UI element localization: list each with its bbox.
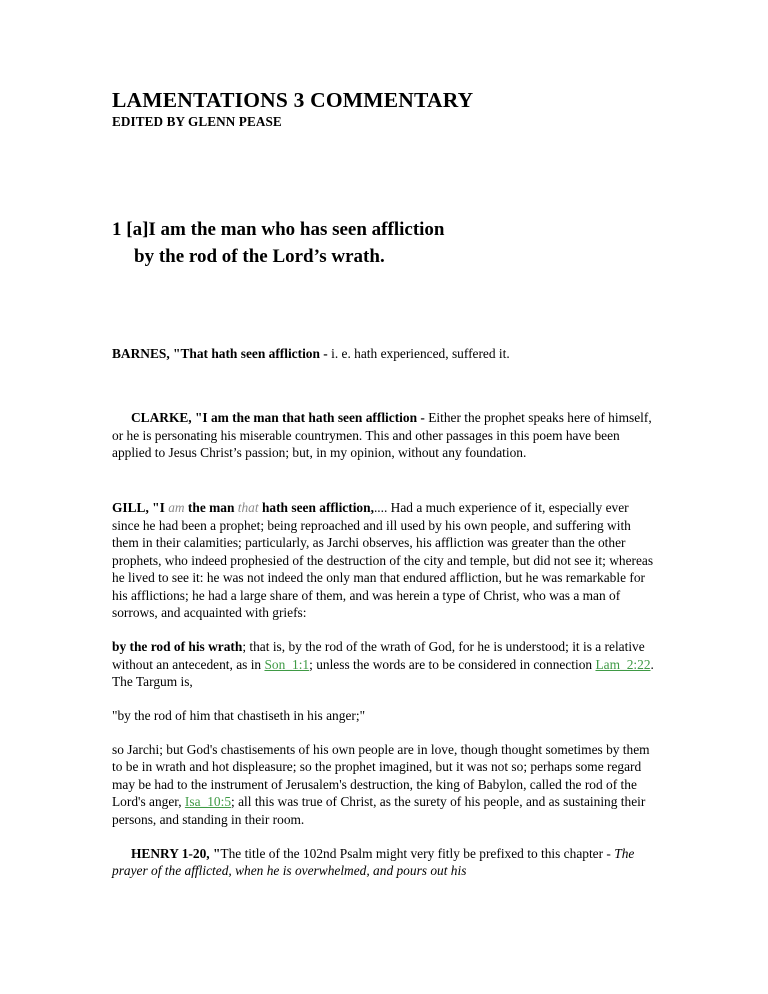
gill-lead-italic-that: that — [237, 500, 259, 516]
gill-continued-segment-3: . The Targum is, — [112, 656, 654, 689]
scripture-link-lam-2-22[interactable]: Lam_2:22 — [595, 656, 651, 672]
scripture-link-isa-10-5[interactable]: Isa_10:5 — [184, 794, 232, 810]
barnes-author-label: BARNES, " — [112, 346, 181, 362]
commentary-barnes — [112, 345, 657, 362]
document-subtitle: EDITED BY GLENN PEASE — [112, 114, 282, 130]
gill-continued-bold-lead: by the rod of his wrath — [112, 639, 243, 655]
clarke-body: Either the prophet speaks here of himself, or he is personating his miserable countrymen. This and other passages in this poem have been applied to Jesus Christ’s passion; but, in my opinion, without any foundation. — [112, 410, 652, 461]
scripture-link-son-1-1[interactable]: Son_1:1 — [264, 656, 310, 672]
gill-lead-bold-4: , — [370, 500, 374, 516]
document-title: LAMENTATIONS 3 COMMENTARY — [112, 88, 474, 112]
targum-quote: "by the rod of him that chastiseth in his anger;" — [112, 707, 366, 723]
henry-body-1: The title of the 102nd Psalm might very fitly be prefixed to this chapter - — [220, 845, 615, 861]
gill-body: .... Had a much experience of it, especially ever since he had been a prophet; being reproached and ill used by his own people, and suffering with them in their calamities; particularly, as Jarchi observes, his affliction was greater than the other prophets, who indeed prophesied of the destruction of the city and temple, but did not see it; whereas he lived to see it: he was not indeed the only man that endured affliction, but he was remarkable for his afflictions; he had a large share of them, and was herein a type of Christ, who was a man of sorrows, and acquainted with griefs: — [112, 500, 654, 621]
gill-lead-italic-am: am — [168, 500, 185, 516]
gill-continued-segment-1: ; that is, by the rod of the wrath of God, for he is understood; it is a relative without an antecedent, as in — [112, 639, 645, 672]
spacer-after-barnes — [112, 379, 657, 409]
clarke-author-label: CLARKE, " — [131, 410, 203, 426]
verse-heading-line-2: by the rod of the Lord’s wrath. — [134, 246, 385, 268]
gill-author-label: GILL, " — [112, 500, 160, 516]
clarke-bold-lead: I am the man that hath seen affliction - — [202, 410, 425, 426]
henry-italic-psalm-title: The prayer of the afflicted, when he is overwhelmed, and pours out his — [112, 845, 635, 879]
commentary-henry — [112, 845, 657, 880]
gill-jarchi-text-1: so Jarchi; but God's chastisements of his own people are in love, though thought sometimes by them to be in wrath and hot displeasure; so the prophet imagined, but it was not so; perhaps some regard may be had to the instrument of Jerusalem's destruction, the king of Babylon, called the rod of the Lord's anger, — [112, 741, 650, 810]
gill-lead-bold-2: the man — [184, 500, 238, 516]
gill-continued-segment-2: ; unless the words are to be considered in connection — [309, 656, 596, 672]
spacer-after-clarke — [112, 478, 657, 499]
henry-author-label: HENRY 1-20, " — [131, 845, 221, 861]
verse-heading-line-1: 1 [a]I am the man who has seen affliction — [112, 219, 445, 241]
commentary-clarke — [112, 409, 657, 461]
barnes-bold-lead: That hath seen affliction - — [180, 346, 328, 362]
gill-jarchi-text-2: ; all this was true of Christ, as the surety of his people, and as sustaining their persons, and standing in their room. — [112, 794, 646, 827]
barnes-body: i. e. hath experienced, suffered it. — [327, 346, 510, 362]
commentary-body — [112, 271, 657, 880]
verse-heading — [112, 129, 657, 271]
gill-lead-bold-3: hath seen affliction — [258, 500, 371, 516]
gill-jarchi-paragraph — [112, 741, 657, 828]
commentary-gill — [112, 499, 657, 621]
gill-lead-bold-1: I — [159, 500, 169, 516]
gill-continued-rod-paragraph — [112, 638, 657, 690]
